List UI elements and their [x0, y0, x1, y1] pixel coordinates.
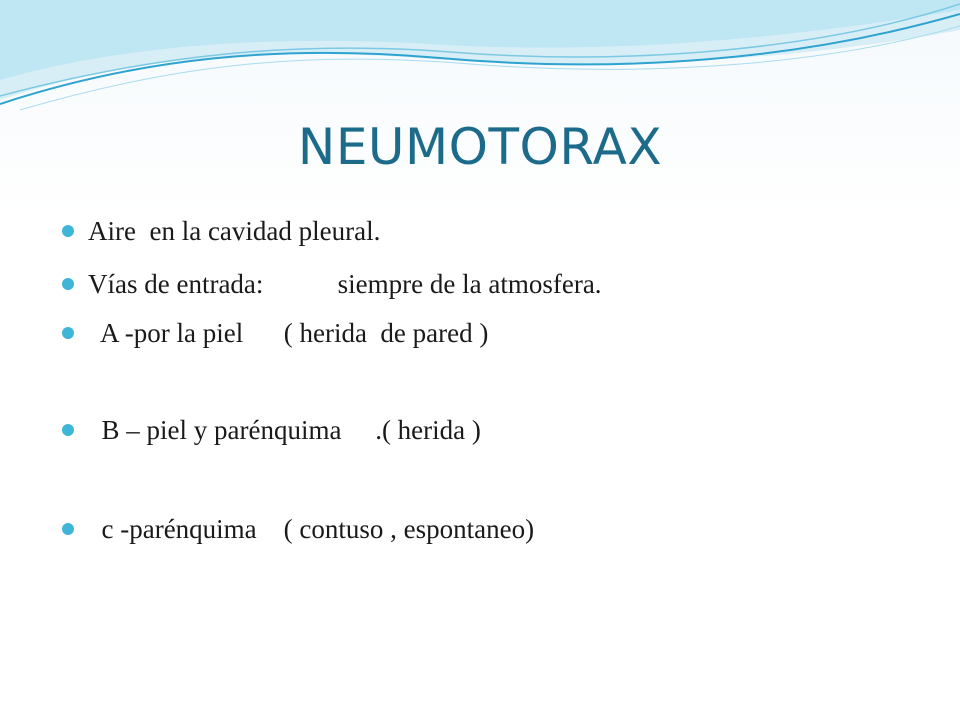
bullet-item [62, 211, 942, 251]
bullet-item [62, 410, 942, 450]
bullet-text: Vías de entrada: siempre de la atmosfera. [88, 268, 602, 299]
bullet-dot-icon [62, 278, 74, 290]
bullet-item [62, 313, 942, 353]
bullet-dot-icon [62, 327, 74, 339]
bullet-item [62, 264, 942, 304]
bullet-item [62, 509, 942, 549]
bullet-dot-icon [62, 225, 74, 237]
bullet-text: Aire en la cavidad pleural. [88, 215, 381, 246]
slide-title: NEUMOTORAX [297, 118, 663, 176]
bullet-text: c -parénquima ( contuso , espontaneo) [88, 513, 535, 544]
bullet-text: B – piel y parénquima .( herida ) [88, 414, 481, 445]
bullet-dot-icon [62, 523, 74, 535]
bullet-text: A -por la piel ( herida de pared ) [88, 317, 489, 348]
bullet-dot-icon [62, 424, 74, 436]
